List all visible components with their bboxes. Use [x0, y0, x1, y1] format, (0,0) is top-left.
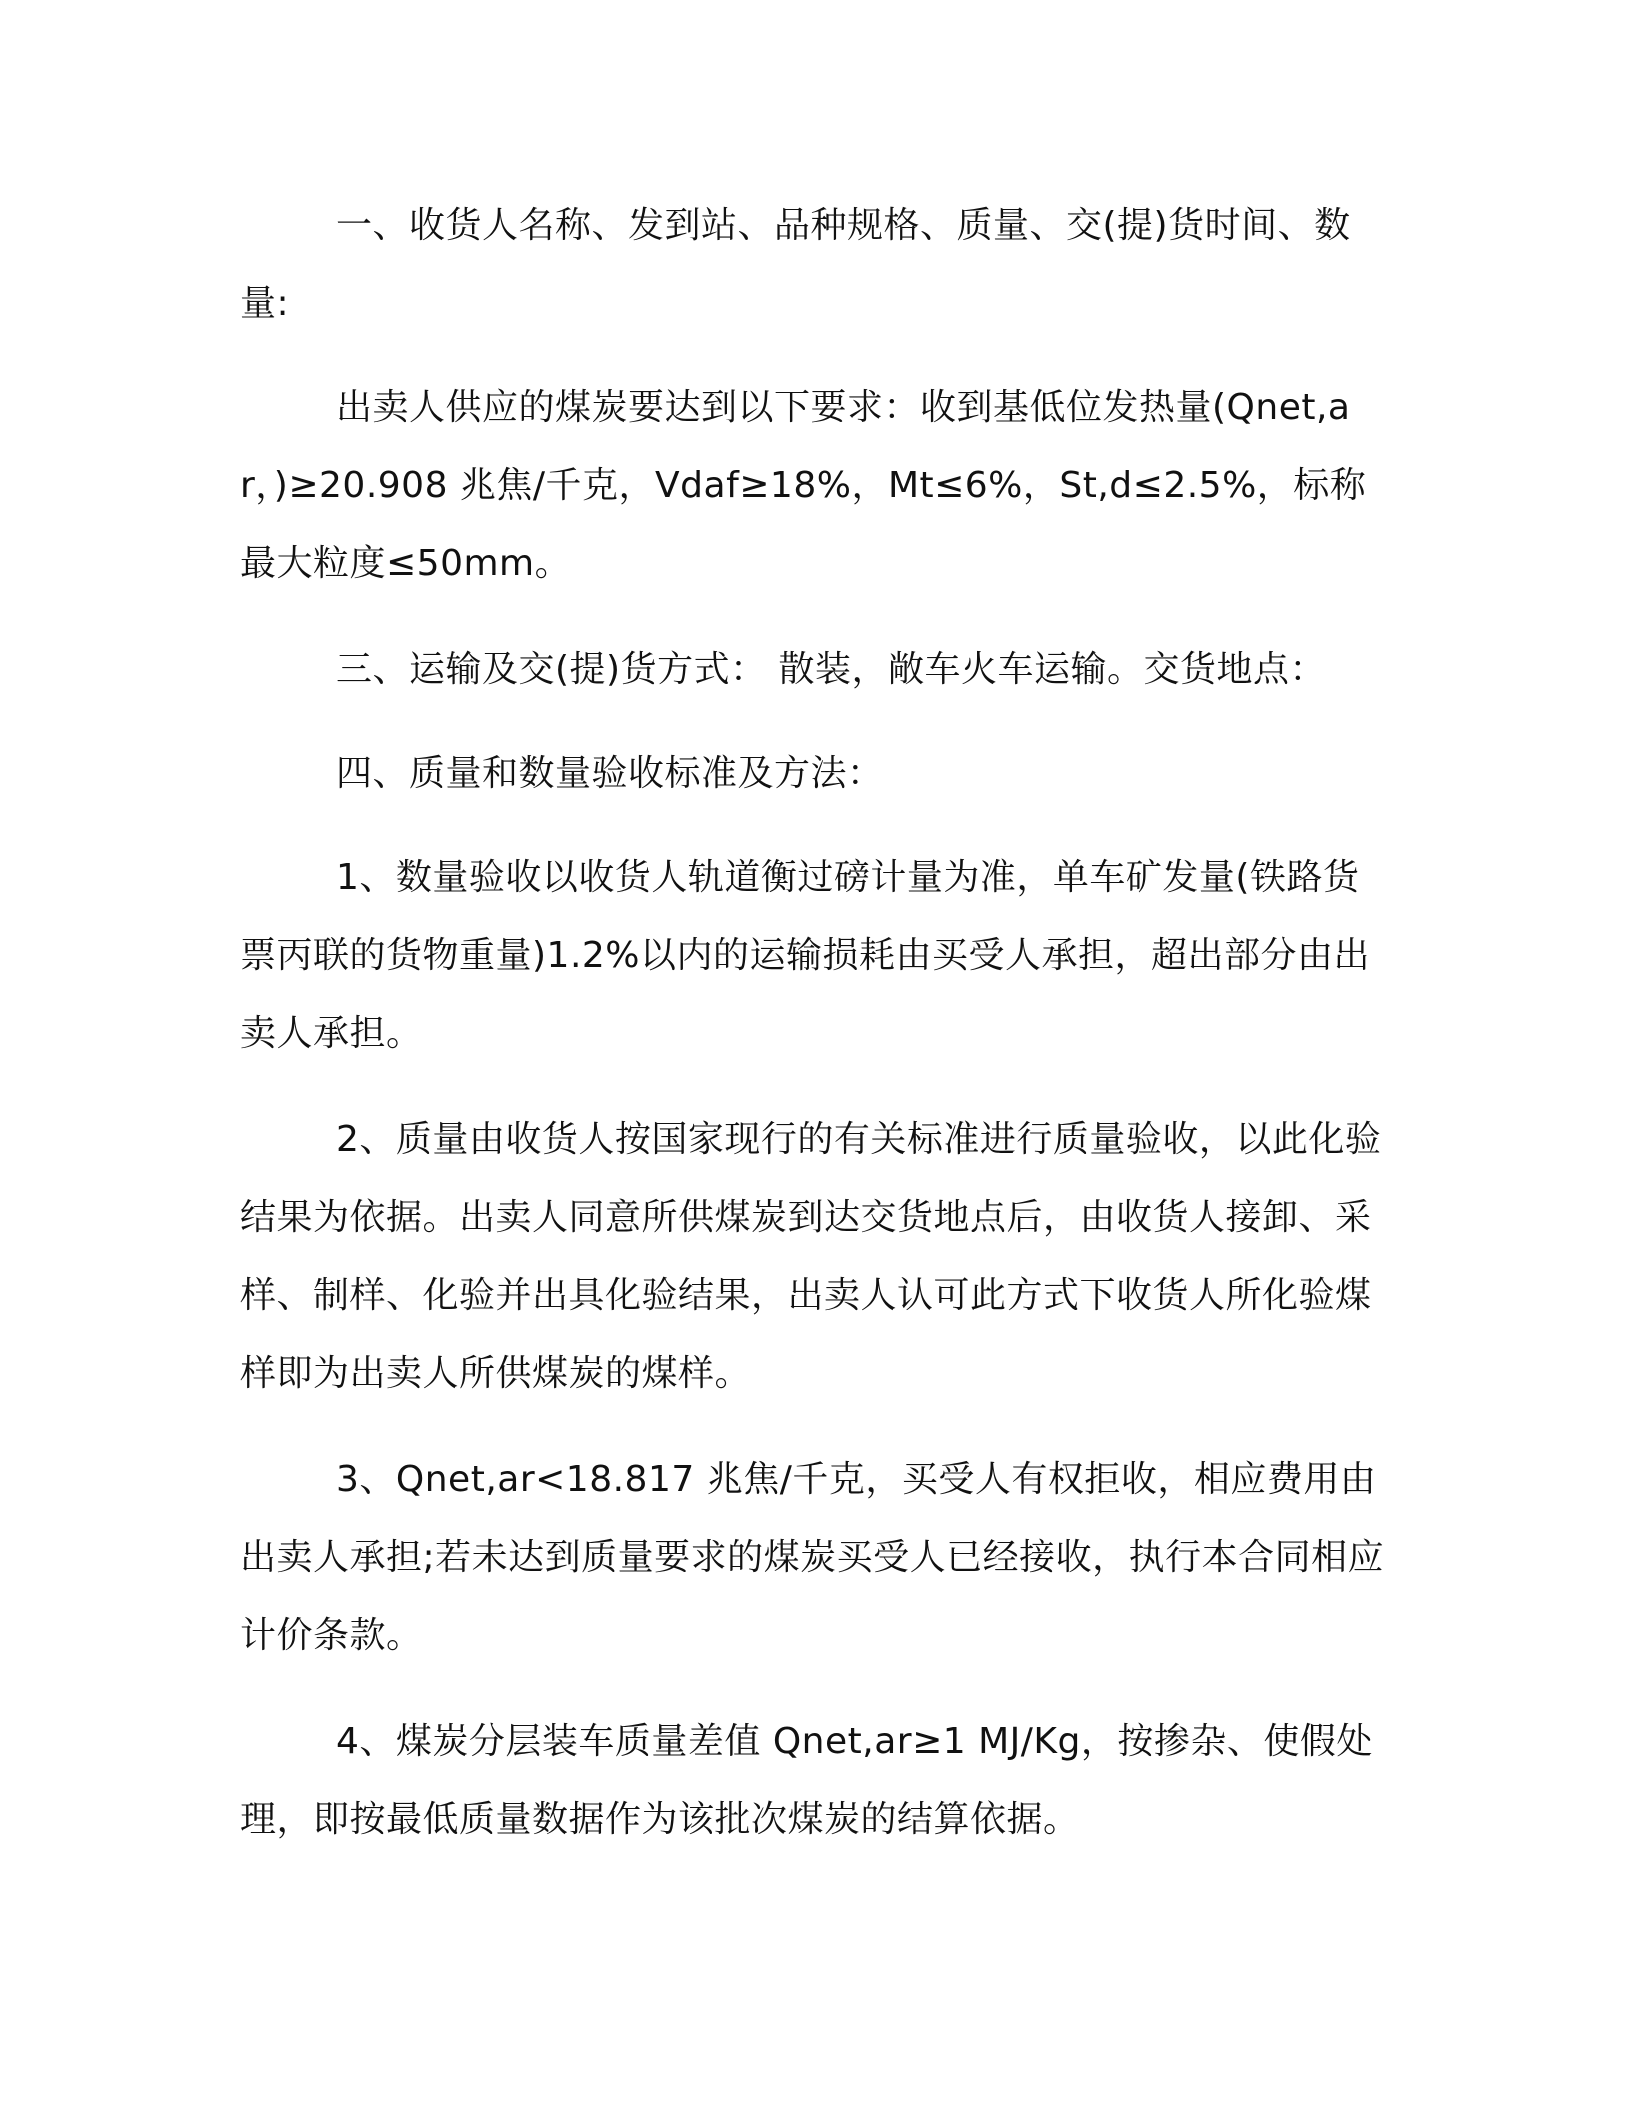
clause-1-quantity: 1、数量验收以收货人轨道衡过磅计量为准，单车矿发量(铁路货票丙联的货物重量)1.2%以内的运输损耗由买受人承担，超出部分由出卖人承担。 [240, 857, 1371, 1054]
document-body [240, 187, 1390, 1859]
section-1-heading: 一、收货人名称、发到站、品种规格、质量、交(提)货时间、数量: [240, 205, 1351, 324]
clause-2-quality: 2、质量由收货人按国家现行的有关标准进行质量验收，以此化验结果为依据。出卖人同意所供煤炭到达交货地点后，由收货人接卸、采样、制样、化验并出具化验结果，出卖人认可此方式下收货人所化验煤样即为出卖人所供煤炭的煤样。 [240, 1119, 1382, 1394]
clause-3-rejection: 3、Qnet,ar<18.817 兆焦/千克，买受人有权拒收，相应费用由出卖人承担;若未达到质量要求的煤炭买受人已经接收，执行本合同相应计价条款。 [240, 1459, 1385, 1656]
section-4-heading: 四、质量和数量验收标准及方法： [336, 753, 884, 794]
section-3-transport: 三、运输及交(提)货方式： 散装，敞车火车运输。交货地点： [336, 649, 1327, 690]
coal-quality-requirements: 出卖人供应的煤炭要达到以下要求：收到基低位发热量(Qnet,ar，)≥20.908 兆焦/千克，Vdaf≥18%，Mt≤6%，St,d≤2.5%，标称最大粒度≤50mm。 [240, 387, 1367, 584]
clause-4-layered-loading: 4、煤炭分层装车质量差值 Qnet,ar≥1 MJ/Kg，按掺杂、使假处理，即按最低质量数据作为该批次煤炭的结算依据。 [240, 1721, 1373, 1840]
